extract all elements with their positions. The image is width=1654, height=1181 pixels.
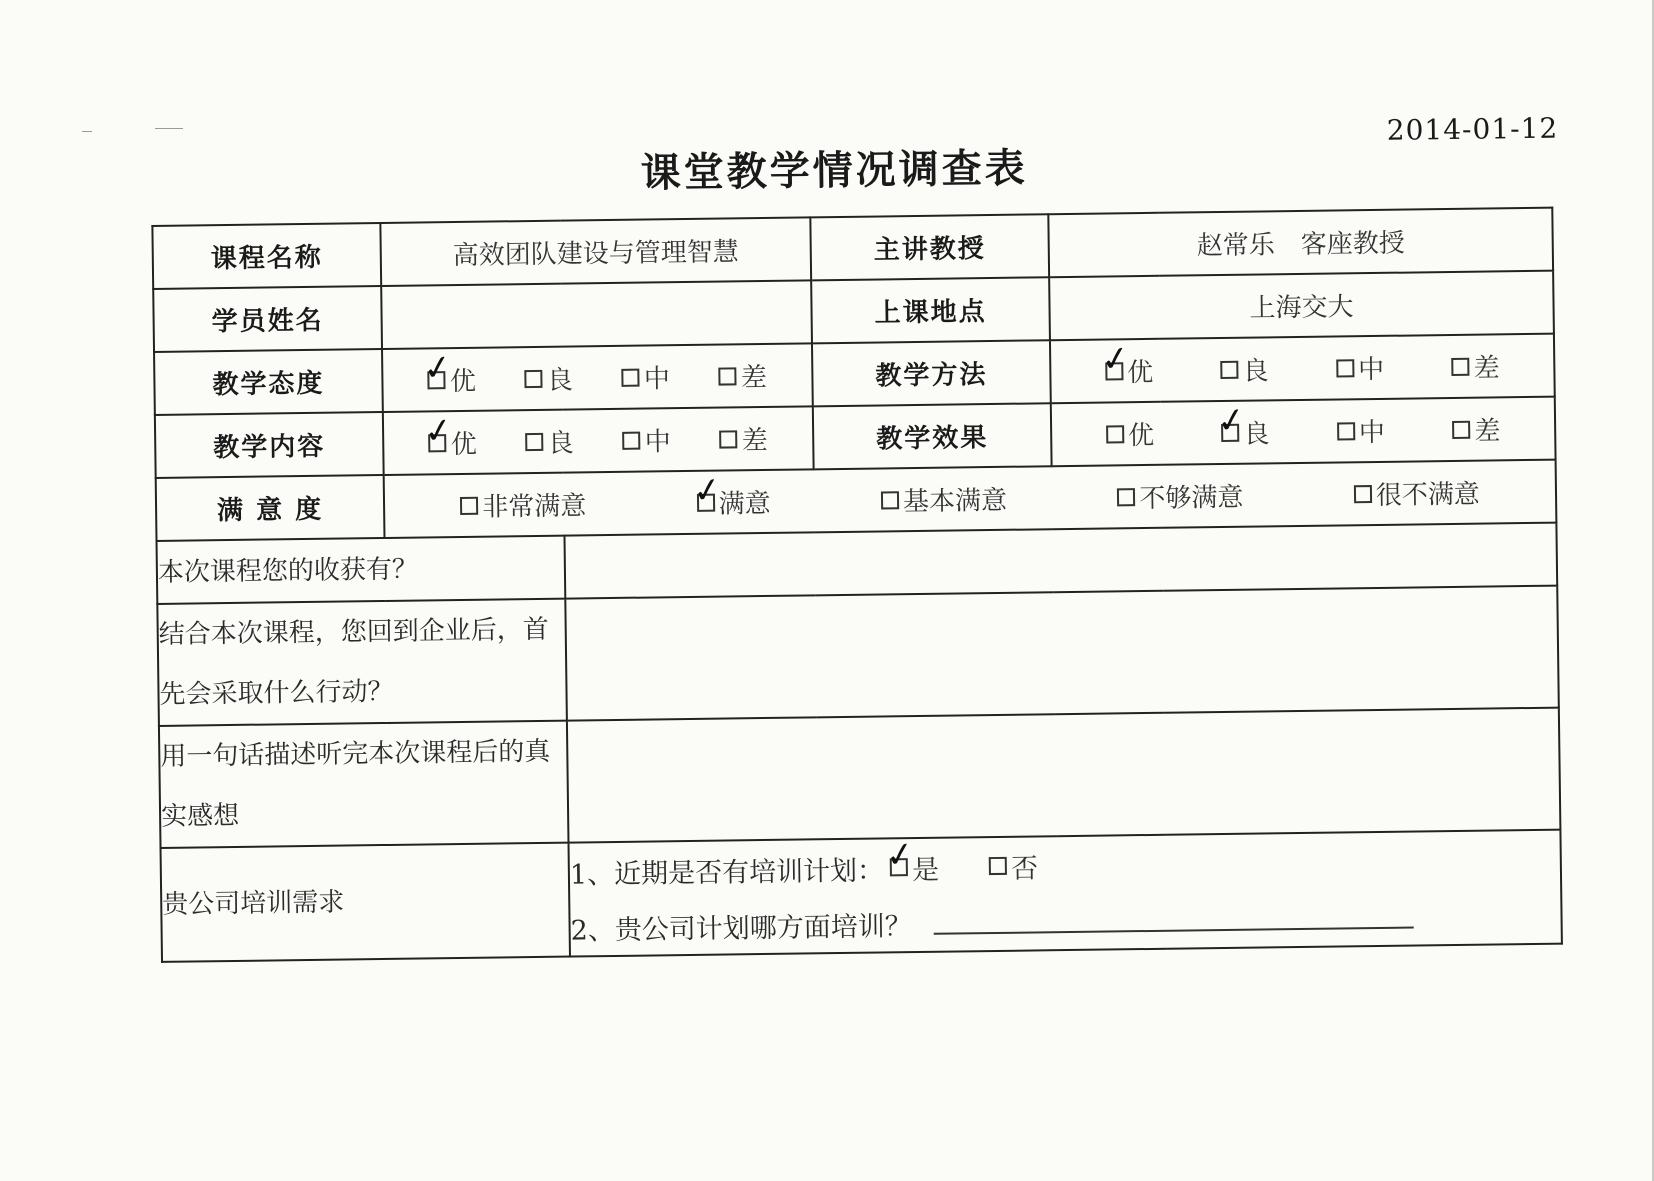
content-option-label: 良: [547, 428, 574, 459]
checkbox-icon[interactable]: [1336, 359, 1354, 377]
professor-value: 赵常乐 客座教授: [1048, 208, 1553, 278]
checkbox-icon[interactable]: [1451, 357, 1469, 375]
method-options: [1050, 334, 1555, 404]
method-option-label: 优: [1126, 357, 1154, 389]
location-label: 上课地点: [811, 277, 1050, 343]
checked-box-icon[interactable]: [882, 833, 918, 878]
training_q1-option[interactable]: [989, 846, 1039, 886]
checkbox-icon[interactable]: [460, 496, 478, 514]
checkbox-icon[interactable]: [525, 369, 543, 387]
content-option-label: 中: [644, 427, 671, 458]
question-gains: 本次课程您的收获有？: [157, 536, 566, 604]
scan-speck: [82, 131, 92, 132]
checkbox-icon[interactable]: [989, 857, 1007, 875]
attitude-option-label: 优: [449, 366, 477, 398]
training_q1-option-label: 是: [911, 854, 940, 886]
attitude-option[interactable]: [525, 359, 573, 397]
content-option[interactable]: [421, 408, 477, 462]
survey-form: [150, 101, 1582, 1060]
satisfaction-option[interactable]: [1354, 474, 1480, 513]
satisfaction-option-label: 很不满意: [1375, 479, 1481, 511]
content-label: 教学内容: [155, 412, 384, 478]
checked-box-icon[interactable]: [1098, 336, 1133, 381]
content-option[interactable]: [719, 420, 767, 458]
attitude-option[interactable]: [420, 345, 477, 399]
effect-option[interactable]: [1452, 410, 1500, 448]
satisfaction-option[interactable]: [460, 485, 586, 524]
satisfaction-label: 满 意 度: [156, 475, 385, 541]
checkmark-icon: ✓: [882, 833, 918, 878]
attitude-option-label: 良: [546, 365, 574, 396]
checkbox-icon[interactable]: [1354, 485, 1372, 503]
content-option[interactable]: [525, 422, 573, 460]
attitude-option-label: 差: [740, 362, 768, 394]
effect-label: 教学效果: [813, 403, 1052, 469]
row-q2: [157, 586, 1559, 726]
checkmark-icon: ✓: [420, 345, 456, 390]
effect-option-label: 差: [1474, 416, 1501, 447]
method-option[interactable]: [1098, 336, 1154, 390]
attitude-option[interactable]: [622, 358, 670, 396]
survey-table: [151, 207, 1563, 963]
question-feeling: 用一句话描述听完本次课程后的真实感想: [159, 721, 569, 848]
checked-box-icon[interactable]: [689, 468, 724, 513]
row-training: [161, 830, 1562, 962]
course-name-value: 高效团队建设与管理智慧: [380, 217, 811, 286]
effect-option-label: 优: [1127, 420, 1155, 452]
checked-box-icon[interactable]: [420, 345, 456, 390]
checkbox-icon[interactable]: [1337, 422, 1355, 440]
attitude-option[interactable]: [719, 357, 767, 395]
method-option-label: 差: [1473, 353, 1500, 384]
form-date: 2014-01-12: [1386, 111, 1559, 147]
training-plan-option-group: [882, 833, 1039, 887]
effect-option-label: 良: [1243, 419, 1270, 450]
checkbox-icon[interactable]: [623, 431, 641, 449]
method-option-label: 中: [1357, 354, 1385, 386]
content-options: [383, 406, 814, 475]
training-needs-cell: [568, 830, 1561, 957]
training-area-input[interactable]: [934, 905, 1414, 935]
attitude-option-label: 中: [643, 364, 671, 395]
answer-action[interactable]: [565, 586, 1559, 721]
checkbox-icon[interactable]: [719, 367, 737, 385]
checked-box-icon[interactable]: [1214, 398, 1249, 443]
answer-feeling[interactable]: [567, 708, 1561, 843]
method-option[interactable]: [1336, 349, 1384, 387]
form-title: 课堂教学情况调查表: [640, 145, 1029, 197]
content-option-label: 优: [450, 429, 477, 461]
training-needs-label: 贵公司培训需求: [161, 843, 570, 962]
location-value: 上海交大: [1049, 271, 1554, 341]
method-option-group: [1051, 336, 1553, 391]
effect-option[interactable]: [1337, 412, 1385, 450]
checkbox-icon[interactable]: [720, 430, 738, 448]
checkmark-icon: ✓: [421, 408, 456, 453]
checkbox-icon[interactable]: [881, 491, 899, 509]
method-option-label: 良: [1242, 356, 1269, 387]
attitude-label: 教学态度: [154, 349, 383, 415]
attitude-options: [382, 343, 813, 412]
checkbox-icon[interactable]: [622, 368, 640, 386]
satisfaction-option-label: 满意: [718, 488, 771, 520]
training-plan-question: 1、近期是否有培训计划：: [569, 854, 885, 891]
training-area-line: [570, 887, 1561, 956]
method-label: 教学方法: [812, 340, 1051, 406]
method-option[interactable]: [1220, 350, 1268, 388]
checked-box-icon[interactable]: [421, 408, 456, 453]
checkbox-icon[interactable]: [1117, 488, 1135, 506]
checkbox-icon[interactable]: [1452, 420, 1470, 438]
satisfaction-option-label: 基本满意: [902, 485, 1008, 518]
checkbox-icon[interactable]: [1220, 360, 1238, 378]
student-name-label: 学员姓名: [153, 286, 382, 352]
content-option[interactable]: [622, 421, 670, 459]
effect-option-group: [1052, 398, 1554, 454]
checkmark-icon: ✓: [689, 468, 724, 513]
effect-option[interactable]: [1214, 398, 1270, 451]
content-option-label: 差: [741, 425, 768, 457]
training_q1-option-label: 否: [1010, 852, 1039, 885]
row-q3: [159, 708, 1561, 848]
effect-option-label: 中: [1358, 417, 1386, 449]
checkmark-icon: ✓: [1098, 336, 1133, 381]
content-option-group: [384, 408, 812, 462]
training_q1-option[interactable]: [882, 833, 940, 887]
effect-option[interactable]: [1106, 415, 1154, 453]
satisfaction-option-label: 不够满意: [1139, 482, 1244, 515]
checkbox-icon[interactable]: [1106, 425, 1124, 443]
effect-options: [1051, 397, 1556, 467]
satisfaction-option[interactable]: [689, 468, 771, 521]
checkbox-icon[interactable]: [526, 432, 544, 450]
satisfaction-option[interactable]: [1117, 477, 1243, 516]
checkmark-icon: ✓: [1214, 398, 1249, 443]
satisfaction-option-label: 非常满意: [482, 491, 587, 523]
student-name-field[interactable]: [381, 280, 812, 349]
satisfaction-option[interactable]: [881, 480, 1007, 519]
course-name-label: 课程名称: [152, 223, 381, 289]
professor-label: 主讲教授: [810, 214, 1049, 280]
question-action: 结合本次课程，您回到企业后，首先会采取什么行动？: [157, 599, 567, 726]
attitude-option-group: [383, 345, 811, 399]
satisfaction-option-group: [385, 468, 1555, 525]
training-area-question: 2、贵公司计划哪方面培训？: [570, 910, 913, 947]
method-option[interactable]: [1451, 347, 1499, 385]
